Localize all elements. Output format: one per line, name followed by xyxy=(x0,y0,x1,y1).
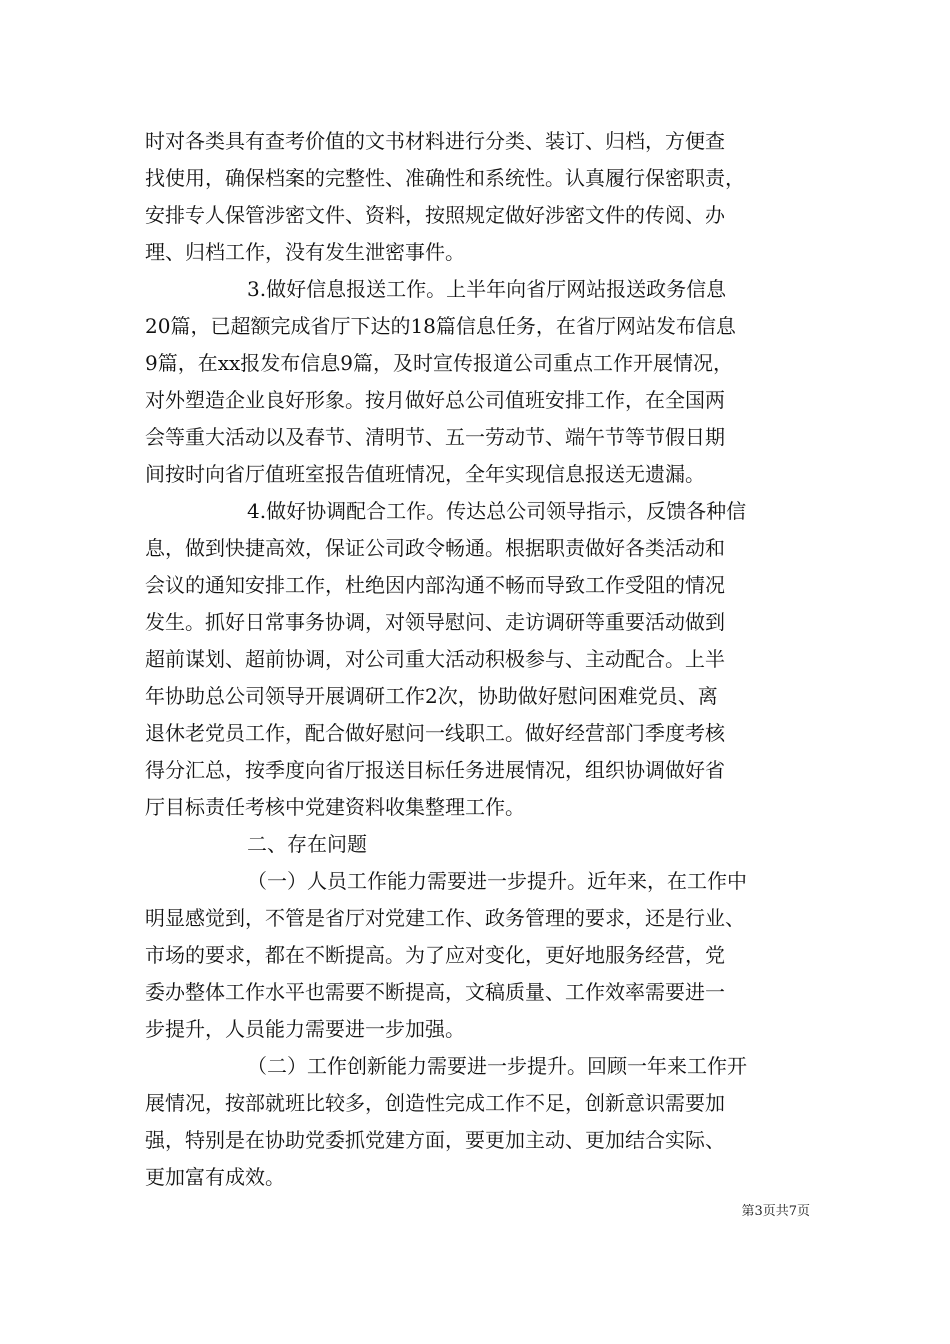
text-line: 厅目标责任考核中党建资料收集整理工作。 xyxy=(145,795,525,819)
text-line: 9篇，在xx报发布信息9篇，及时宣传报道公司重点工作开展情况， xyxy=(145,351,734,375)
section-heading: 二、存在问题 xyxy=(247,832,367,856)
text-line: 时对各类具有查考价值的文书材料进行分类、装订、归档，方便查 xyxy=(145,129,725,153)
text-line: 间按时向省厅值班室报告值班情况，全年实现信息报送无遗漏。 xyxy=(145,462,705,486)
page-number: 第3页共7页 xyxy=(741,1204,810,1219)
text-line: 20篇，已超额完成省厅下达的18篇信息任务，在省厅网站发布信息 xyxy=(145,314,736,338)
text-line: 年协助总公司领导开展调研工作2次，协助做好慰问困难党员、离 xyxy=(145,684,718,708)
text-line: 退休老党员工作，配合做好慰问一线职工。做好经营部门季度考核 xyxy=(145,721,725,745)
subsection-heading-2: （二）工作创新能力需要进一步提升。回顾一年来工作开 xyxy=(247,1054,747,1078)
paragraph-heading-3: 3.做好信息报送工作。上半年向省厅网站报送政务信息 xyxy=(247,277,727,301)
text-line: 发生。抓好日常事务协调，对领导慰问、走访调研等重要活动做到 xyxy=(145,610,725,634)
paragraph-heading-4: 4.做好协调配合工作。传达总公司领导指示，反馈各种信 xyxy=(247,499,747,523)
text-line: 步提升，人员能力需要进一步加强。 xyxy=(145,1017,465,1041)
text-line: 明显感觉到，不管是省厅对党建工作、政务管理的要求，还是行业、 xyxy=(145,906,745,930)
text-line: 找使用，确保档案的完整性、准确性和系统性。认真履行保密职责， xyxy=(145,166,745,190)
text-line: 对外塑造企业良好形象。按月做好总公司值班安排工作，在全国两 xyxy=(145,388,725,412)
text-line: 安排专人保管涉密文件、资料，按照规定做好涉密文件的传阅、办 xyxy=(145,203,725,227)
text-line: 委办整体工作水平也需要不断提高，文稿质量、工作效率需要进一 xyxy=(145,980,725,1004)
text-line: 得分汇总，按季度向省厅报送目标任务进展情况，组织协调做好省 xyxy=(145,758,725,782)
text-line: 理、归档工作，没有发生泄密事件。 xyxy=(145,240,465,264)
text-line: 超前谋划、超前协调，对公司重大活动积极参与、主动配合。上半 xyxy=(145,647,725,671)
text-line: 会议的通知安排工作，杜绝因内部沟通不畅而导致工作受阻的情况 xyxy=(145,573,725,597)
text-line: 会等重大活动以及春节、清明节、五一劳动节、端午节等节假日期 xyxy=(145,425,725,449)
text-line: 更加富有成效。 xyxy=(145,1165,285,1189)
subsection-heading-1: （一）人员工作能力需要进一步提升。近年来，在工作中 xyxy=(247,869,747,893)
text-line: 强，特别是在协助党委抓党建方面，要更加主动、更加结合实际、 xyxy=(145,1128,725,1152)
text-line: 市场的要求，都在不断提高。为了应对变化，更好地服务经营，党 xyxy=(145,943,725,967)
text-line: 息，做到快捷高效，保证公司政令畅通。根据职责做好各类活动和 xyxy=(145,536,725,560)
text-line: 展情况，按部就班比较多，创造性完成工作不足，创新意识需要加 xyxy=(145,1091,725,1115)
